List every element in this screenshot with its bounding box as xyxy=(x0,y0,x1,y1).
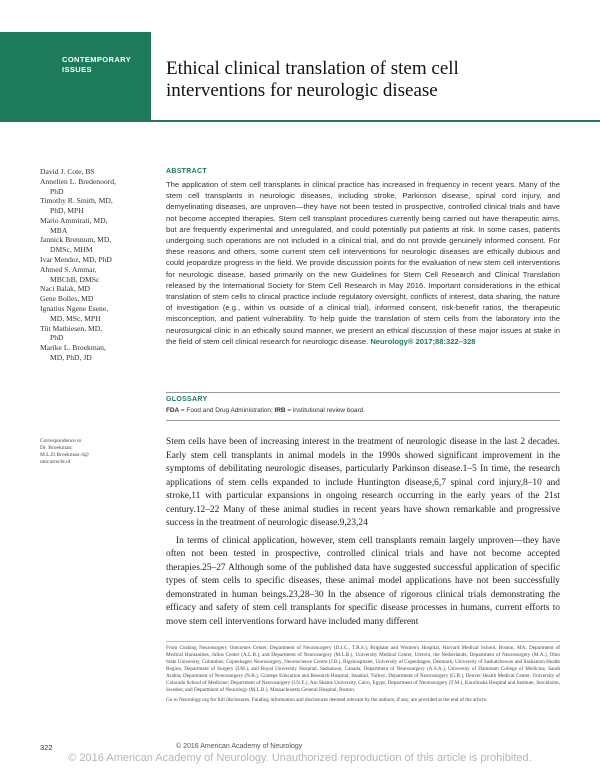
page-number: 322 xyxy=(40,743,53,752)
author-line: Ivar Mendez, MD, PhD xyxy=(40,255,112,265)
glossary-text xyxy=(166,407,560,414)
glossary-term: IRB xyxy=(274,407,286,414)
author-line: Mario Ammirati, MD, xyxy=(40,215,108,225)
author-line: DMSc, MHM xyxy=(50,245,93,255)
affiliations-rule xyxy=(166,641,560,642)
article-title xyxy=(166,58,566,102)
glossary-bottom-rule xyxy=(166,420,560,421)
section-label-box xyxy=(0,32,150,122)
abstract-body: The application of stem cell transplants in clinical practice has increased in frequency in recent years. Many of the stem cell transplants in neurologic diseases, including stroke, Parkinson disease, spinal cord injury, and demyelinating diseases, are unproven—they have not been tested in prospective, controlled clinical trials and have not become accepted therapies. Stem cell transplant procedures currently being carried out have therapeutic aims, but are frequently experimental and unregulated, and could potentially put patients at risk. In some cases, patients undergoing such operations are not included in a clinical trial, and do not provide genuinely informed consent. For these reasons and others, some current stem cell interventions for neurologic diseases are ethically dubious and could jeopardize progress in the field. We provide discussion points for the evaluation of new stem cell interventions for neurologic disease, based primarily on the new Guidelines for Stem Cell Research and Clinical Translation released by the International Society for Stem Cell Research in May 2016. Important considerations in the ethical translation of stem cells to clinical practice include regulatory oversight, conflicts of interest, data sharing, the nature of investigation (e.g., within vs outside of a clinical trial), informed consent, risk-benefit ratios, the therapeutic misconception, and patient vulnerability. To help guide the translation of stem cells from the laboratory into the neurosurgical clinic in an ethically sound manner, we present an ethical discussion of these major issues at stake in the field of stem cell clinical research for neurologic disease. xyxy=(166,180,560,346)
correspondence-line: Correspondence to xyxy=(40,438,82,444)
author-line: Timothy R. Smith, MD, xyxy=(40,196,113,206)
glossary-definition: = institutional review board. xyxy=(285,407,365,414)
author-line: MD, MSc, MPH xyxy=(50,313,101,323)
author-line: PhD xyxy=(50,186,64,196)
author-line: MBA xyxy=(50,225,68,235)
affiliations-text: From Cushing Neurosurgery Outcomes Center, Department of Neurosurgery (D.J.C., T.R.S.), Brigham and Women's Hospital, Harvard Medical School, Boston, MA; Department of Medical Humanities, Julius Center (A.L.B.), and Department of Neurosurgery (M.L.B.), University Medical Center, Utrecht, the Netherlands; Department of Neurosurgery (M.A.), Ohio State University, Columbus; Copenhagen Neurosurgery, Neuroscience Centre (J.B.), Rigshospitalet, University of Copenhagen, Denmark; University of Saskatchewan and Saskatoon Health Region, Department of Surgery (I.M.), and Royal University Hospital, Saskatoon, Canada; Department of Neurosurgery (A.S.A.), University of Dammam College of Medicine, Saudi Arabia; Department of Neurosurgery (N.B.), Göztepe Education and Research Hospital, Istanbul, Turkey; Department of Neurosurgery (G.B.), Denver Health Medical Center, University of Colorado School of Medicine; Department of Neurosurgery (I.N.E.), Ain Shams University, Cairo, Egypt; Department of Neurosurgery (T.M.), Karolinska Hospital and Institute, Stockholm, Sweden; and Department of Neurology (M.L.B.), Massachusetts General Hospital, Boston. xyxy=(166,645,560,693)
correspondence-line[interactable]: umcutrecht.nl xyxy=(40,459,71,465)
author-line: Jannick Brennum, MD, xyxy=(40,235,112,245)
glossary-top-rule xyxy=(166,392,560,393)
correspondence-line[interactable]: M.L.D.Broekman-4@ xyxy=(40,452,89,458)
author-line: Ignatius Ngene Esene, xyxy=(40,303,109,313)
author-line: Gene Bolles, MD xyxy=(40,294,94,304)
section-label xyxy=(62,55,152,75)
glossary-heading: GLOSSARY xyxy=(166,396,208,403)
author-line: Marike L. Broekman, xyxy=(40,343,106,353)
section-label-line2: ISSUES xyxy=(62,65,92,74)
disclosure-note: Go to Neurology.org for full disclosures. Funding information and disclosures deemed relevant by the authors, if any, are provided at the end of the article. xyxy=(166,697,488,703)
author-list xyxy=(40,167,158,363)
author-line: MD, PhD, JD xyxy=(50,352,92,362)
title-line1: Ethical clinical translation of stem cell xyxy=(166,58,459,79)
author-line: PhD, MPH xyxy=(50,206,84,216)
journal-citation: Neurology® 2017;88:322–328 xyxy=(370,336,476,346)
author-line: Naci Balak, MD xyxy=(40,284,90,294)
author-line: Ahmed S. Ammar, xyxy=(40,264,97,274)
author-line: Tiit Mathiesen, MD, xyxy=(40,323,103,333)
author-line: MBChB, DMSc xyxy=(50,274,100,284)
affiliations xyxy=(166,645,560,707)
abstract-text xyxy=(166,179,560,347)
author-line: PhD xyxy=(50,333,64,343)
abstract-heading: ABSTRACT xyxy=(166,168,207,175)
correspondence-line: Dr. Broekman: xyxy=(40,445,73,451)
body-text xyxy=(166,436,560,633)
author-line: David J. Cote, BS xyxy=(40,167,95,176)
title-line2: interventions for neurologic disease xyxy=(166,80,438,101)
body-paragraph: Stem cells have been of increasing interest in the treatment of neurologic disease in the last 2 decades. Early stem cell transplants in animal models in the 1990s showed significant improvement in the symptoms of debilitating neurologic diseases, particularly Parkinson disease.1–5 In time, the research applications of stem cells expanded to include Huntington disease,6,7 spinal cord injury,8–10 and stroke,11 with particular expansions in ongoing research occurring in the early years of the 21st century.12–22 Many of these animal studies in recent years have shown remarkable and progressive success in the treatment of neurologic disease.9,23,24 xyxy=(166,437,560,528)
copyright-banner: © 2016 American Academy of Neurology. Unauthorized reproduction of this article is prohibited. xyxy=(68,752,532,764)
section-label-line1: CONTEMPORARY xyxy=(62,55,132,64)
correspondence-note xyxy=(40,438,150,466)
glossary-term: FDA xyxy=(166,407,180,414)
copyright-small: © 2016 American Academy of Neurology xyxy=(176,743,303,750)
author-line: Annelien L. Bredenoord, xyxy=(40,176,116,186)
glossary-definition: = Food and Drug Administration; xyxy=(179,407,275,414)
body-paragraph: In terms of clinical application, however, stem cell transplants remain largely unproven—they have often not been tested in prospective, controlled clinical trials and have not become accepted therapies.25–27 Although some of the published data have suggested successful application of specific types of stem cells to specific diseases, these animal model applications have not been successfully demonstrated in human beings.23,28–30 In the absence of rigorous clinical trials demonstrating the efficacy and safety of stem cell transplants for specific disease processes in humans, current efforts to move stem cell interventions forward have included many different xyxy=(166,535,560,627)
